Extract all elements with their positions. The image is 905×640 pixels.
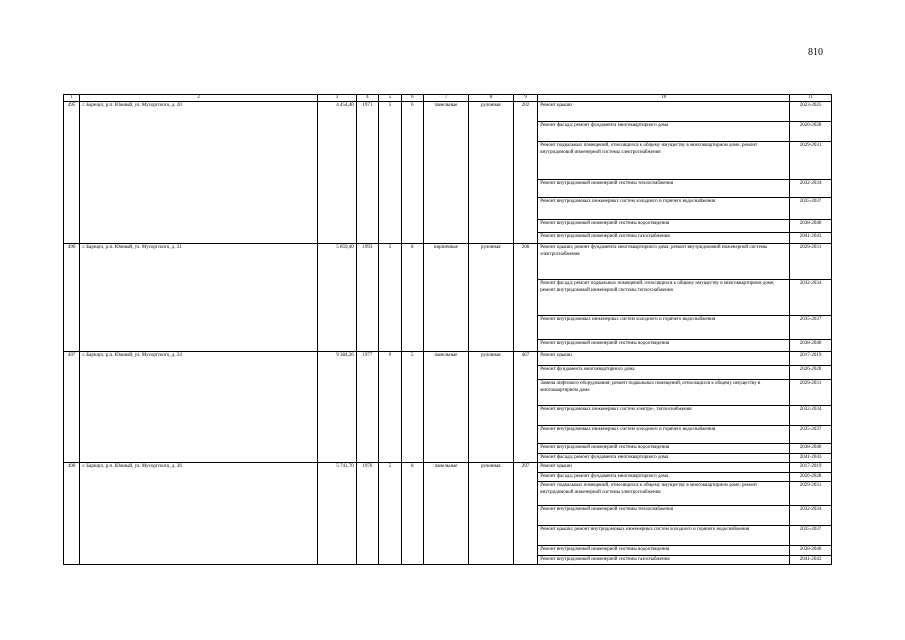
work-period-cell: 2035-2037	[790, 198, 832, 220]
work-period-cell: 2026-2028	[790, 122, 832, 142]
area-cell: 5 859,40	[317, 244, 356, 352]
work-description-cell: Ремонт фундамента многоквартирного дома	[538, 366, 790, 380]
page-number: 810	[808, 47, 823, 58]
column-header: 3	[317, 95, 356, 102]
entrances-cell: 8	[401, 463, 423, 565]
work-description-cell: Ремонт крыши; ремонт внутридомовых инженерных систем холодного и горячего водоснабжения	[538, 526, 790, 546]
work-period-cell: 2038-2040	[790, 444, 832, 454]
work-description-cell: Ремонт внутридомовой инженерной системы водоотведения	[538, 340, 790, 352]
entrances-cell: 8	[401, 244, 423, 352]
entry-number: 498	[64, 463, 80, 565]
work-period-cell: 2032-2034	[790, 280, 832, 316]
area-cell: 5 741,70	[317, 463, 356, 565]
work-description-cell: Ремонт внутридомовой инженерной системы водоотведения	[538, 220, 790, 233]
housing-repair-table	[63, 94, 832, 565]
work-period-cell: 2041-2043	[790, 233, 832, 244]
floors-cell: 9	[379, 352, 401, 463]
work-description-cell: Ремонт внутридомовых инженерных систем холодного и горячего водоснабжения	[538, 316, 790, 340]
work-period-cell: 2038-2040	[790, 220, 832, 233]
work-description-cell: Ремонт внутридомовых инженерных систем холодного и горячего водоснабжения	[538, 198, 790, 220]
entry-number: 496	[64, 244, 80, 352]
work-period-cell: 2017-2019	[790, 463, 832, 473]
work-period-cell: 2038-2040	[790, 340, 832, 352]
residents-cell: 297	[513, 463, 537, 565]
column-header: 7	[424, 95, 469, 102]
floors-cell: 5	[379, 244, 401, 352]
work-description-cell: Ремонт внутридомовой инженерной системы водоотведения	[538, 546, 790, 556]
area-cell: 9 384,20	[317, 352, 356, 463]
wall-material-cell: панельные	[424, 102, 469, 244]
entrances-cell: 5	[401, 352, 423, 463]
work-period-cell: 2029-2031	[790, 244, 832, 280]
work-description-cell: Ремонт внутридомовой инженерной системы теплоснабжения	[538, 180, 790, 198]
work-period-cell: 2026-2028	[790, 366, 832, 380]
work-description-cell: Ремонт внутридомовых инженерных систем электро-, теплоснабжения	[538, 406, 790, 426]
column-header: 6	[401, 95, 423, 102]
area-cell: 4 454,40	[317, 102, 356, 244]
work-description-cell: Ремонт фасада; ремонт подвальных помещений, относящихся к общему имуществу в многоквартирном доме; ремонт внутридомовой инженерной системы теплоснабжения	[538, 280, 790, 316]
residents-cell: 202	[513, 102, 537, 244]
table-row	[64, 102, 832, 122]
work-description-cell: Замена лифтового оборудования; ремонт подвальных помещений, относящихся к общему имуществу в многоквартирном доме	[538, 380, 790, 406]
year-cell: 1993	[356, 244, 378, 352]
column-header: 2	[80, 95, 318, 102]
work-description-cell: Ремонт крыши	[538, 102, 790, 122]
work-period-cell: 2026-2028	[790, 472, 832, 482]
work-period-cell: 2032-2034	[790, 506, 832, 526]
floors-cell: 5	[379, 102, 401, 244]
work-description-cell: Ремонт фасада; ремонт фундамента многоквартирного дома	[538, 453, 790, 463]
column-header: 8	[468, 95, 513, 102]
work-description-cell: Ремонт крыши; ремонт фундамента многоквартирного дома; ремонт внутридомовой инженерной системы электроснабжения	[538, 244, 790, 280]
residents-cell: 467	[513, 352, 537, 463]
year-cell: 1977	[356, 352, 378, 463]
work-period-cell: 2017-2019	[790, 352, 832, 366]
column-header: 9	[513, 95, 537, 102]
roof-type-cell: рулонная	[468, 463, 513, 565]
address-cell: г. Барнаул, р.п. Южный, ул. Мусоргского, д. 24	[80, 352, 318, 463]
column-number-row	[64, 95, 832, 102]
work-description-cell: Ремонт внутридомовой инженерной системы теплоснабжения	[538, 506, 790, 526]
work-period-cell: 2023-2025	[790, 102, 832, 122]
column-header: 11	[790, 95, 832, 102]
entry-number: 497	[64, 352, 80, 463]
table-row	[64, 352, 832, 366]
wall-material-cell: панельные	[424, 352, 469, 463]
address-cell: г. Барнаул, р.п. Южный, ул. Мусоргского, д. 26	[80, 463, 318, 565]
work-period-cell: 2041-2043	[790, 453, 832, 463]
work-period-cell: 2032-2034	[790, 180, 832, 198]
residents-cell: 206	[513, 244, 537, 352]
entry-number: 495	[64, 102, 80, 244]
work-period-cell: 2029-2031	[790, 380, 832, 406]
work-description-cell: Ремонт внутридомовых инженерных систем холодного и горячего водоснабжения	[538, 426, 790, 444]
work-period-cell: 2041-2043	[790, 555, 832, 565]
work-description-cell: Ремонт подвальных помещений, относящихся к общему имуществу в многоквартирном доме; ремонт внутридомовой инженерной системы электроснабжения	[538, 142, 790, 180]
wall-material-cell: кирпичные	[424, 244, 469, 352]
work-period-cell: 2032-2034	[790, 406, 832, 426]
column-header: 10	[538, 95, 790, 102]
entrances-cell: 6	[401, 102, 423, 244]
roof-type-cell: рулонная	[468, 352, 513, 463]
column-header: 4	[356, 95, 378, 102]
year-cell: 1976	[356, 463, 378, 565]
work-period-cell: 2038-2040	[790, 546, 832, 556]
work-description-cell: Ремонт внутридомовой инженерной системы газоснабжения	[538, 555, 790, 565]
table-row	[64, 463, 832, 473]
address-cell: г. Барнаул, р.п. Южный, ул. Мусоргского, д. 20	[80, 102, 318, 244]
wall-material-cell: панельные	[424, 463, 469, 565]
address-cell: г. Барнаул, р.п. Южный, ул. Мусоргского, д. 21	[80, 244, 318, 352]
roof-type-cell: рулонная	[468, 102, 513, 244]
work-description-cell: Ремонт крыши	[538, 352, 790, 366]
floors-cell: 5	[379, 463, 401, 565]
work-description-cell: Ремонт фасада; ремонт фундамента многоквартирного дома	[538, 122, 790, 142]
table-row	[64, 244, 832, 280]
work-period-cell: 2029-2031	[790, 142, 832, 180]
work-period-cell: 2035-2037	[790, 316, 832, 340]
work-period-cell: 2029-2031	[790, 482, 832, 506]
work-description-cell: Ремонт внутридомовой инженерной системы газоснабжения	[538, 233, 790, 244]
work-description-cell: Ремонт внутридомовой инженерной системы водоотведения	[538, 444, 790, 454]
work-description-cell: Ремонт фасада; ремонт фундамента многоквартирного дома	[538, 472, 790, 482]
year-cell: 1971	[356, 102, 378, 244]
roof-type-cell: рулонная	[468, 244, 513, 352]
column-header: 5	[379, 95, 401, 102]
work-period-cell: 2035-2037	[790, 526, 832, 546]
column-header: 1	[64, 95, 80, 102]
work-description-cell: Ремонт крыши	[538, 463, 790, 473]
work-description-cell: Ремонт подвальных помещений, относящихся к общему имуществу в многоквартирном доме; ремонт внутридомовой инженерной системы электроснабжения	[538, 482, 790, 506]
work-period-cell: 2035-2037	[790, 426, 832, 444]
